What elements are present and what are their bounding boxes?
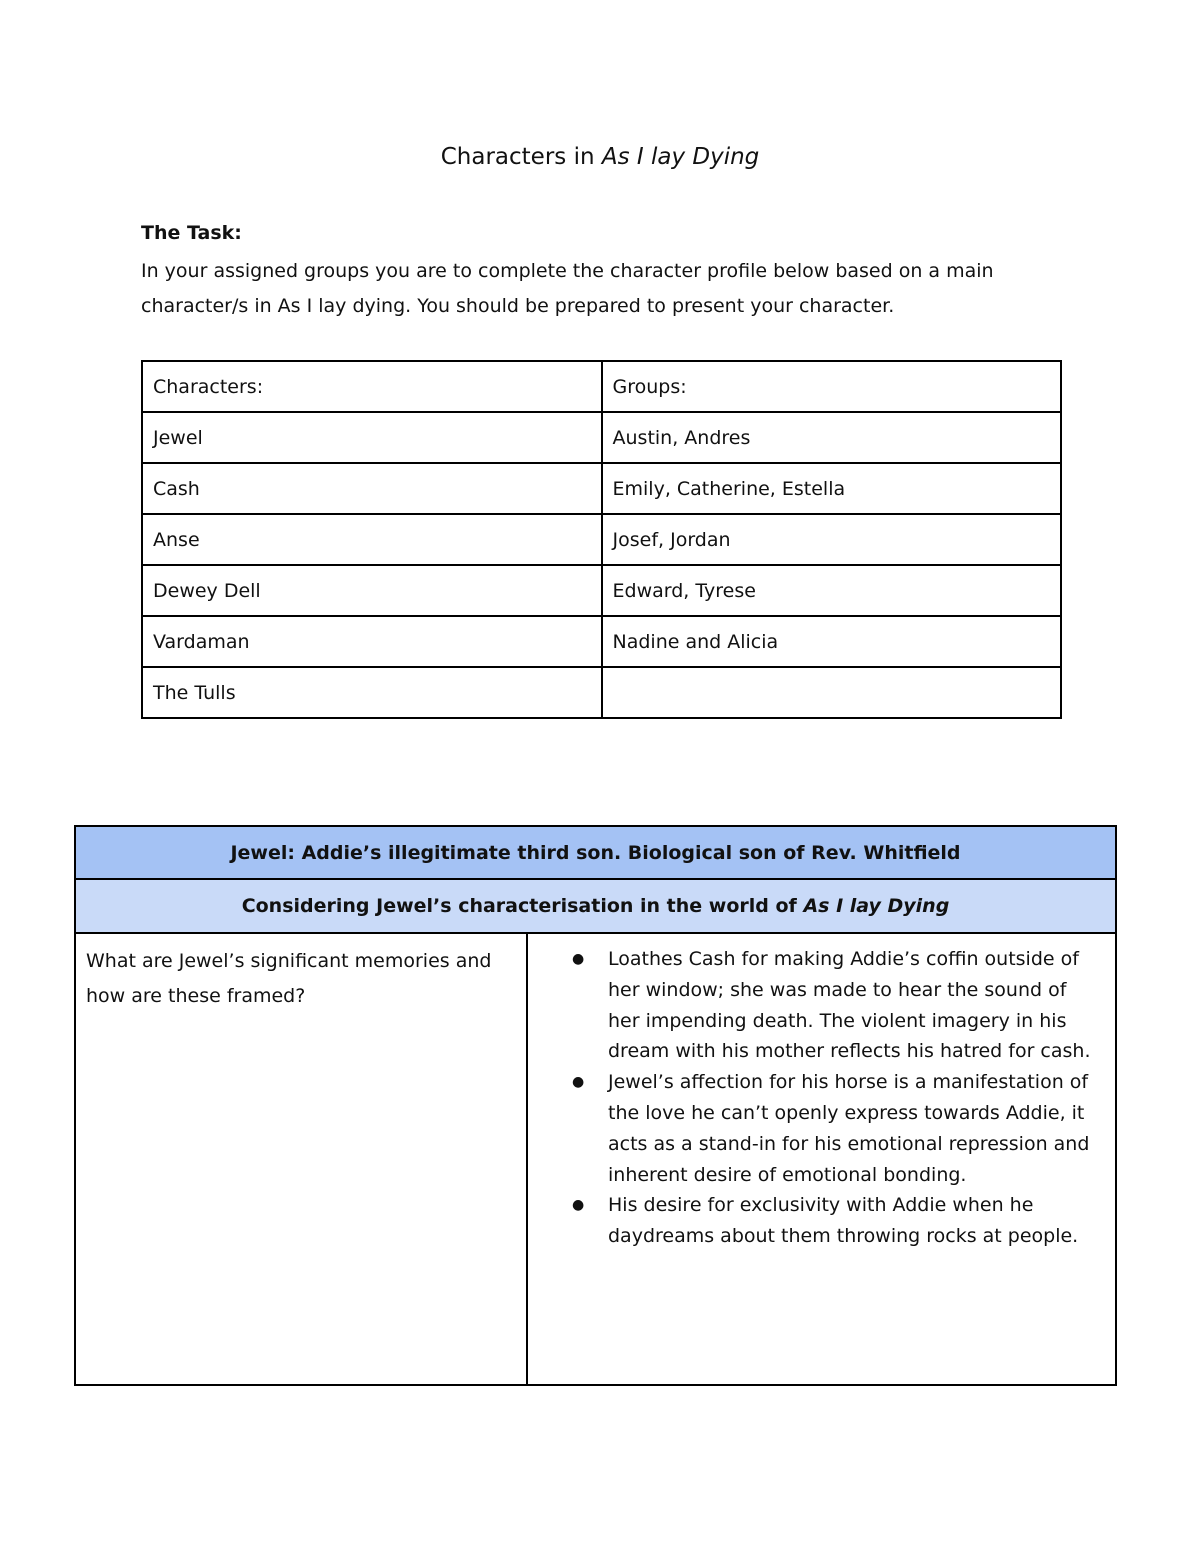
list-item bbox=[572, 944, 1101, 1067]
profile-answer-cell bbox=[527, 933, 1116, 1385]
character-cell: Dewey Dell bbox=[142, 565, 602, 616]
profile-question-cell: What are Jewel’s significant memories and how are these framed? bbox=[75, 933, 527, 1385]
answer-text: His desire for exclusivity with Addie when he daydreams about them throwing rocks at people. bbox=[608, 1194, 1079, 1248]
table-row bbox=[142, 667, 1061, 718]
character-cell: Anse bbox=[142, 514, 602, 565]
page-title-prefix: Characters in bbox=[440, 144, 602, 170]
page-title bbox=[0, 144, 1200, 170]
profile-subtitle-italic: As I lay Dying bbox=[803, 895, 950, 917]
group-cell: Nadine and Alicia bbox=[602, 616, 1062, 667]
list-item bbox=[572, 1067, 1101, 1190]
character-profile-table bbox=[74, 825, 1117, 1386]
character-cell: The Tulls bbox=[142, 667, 602, 718]
column-header-groups: Groups: bbox=[602, 361, 1062, 412]
group-cell: Josef, Jordan bbox=[602, 514, 1062, 565]
table-row bbox=[142, 565, 1061, 616]
table-row bbox=[142, 463, 1061, 514]
profile-subtitle-prefix: Considering Jewel’s characterisation in the world of bbox=[241, 895, 804, 917]
bullet-icon: ● bbox=[572, 1074, 585, 1091]
character-cell: Cash bbox=[142, 463, 602, 514]
column-header-characters: Characters: bbox=[142, 361, 602, 412]
bullet-icon: ● bbox=[572, 951, 585, 967]
task-description: In your assigned groups you are to complete the character profile below based on a main character/s in As I lay dying. You should be prepared to present your character. bbox=[141, 260, 994, 317]
group-cell: Emily, Catherine, Estella bbox=[602, 463, 1062, 514]
table-row bbox=[142, 412, 1061, 463]
profile-header-title: Jewel: Addie’s illegitimate third son. Biological son of Rev. Whitfield bbox=[75, 826, 1116, 879]
bullet-icon: ● bbox=[572, 1197, 585, 1214]
table-row bbox=[142, 616, 1061, 667]
group-cell: Austin, Andres bbox=[602, 412, 1062, 463]
character-cell: Vardaman bbox=[142, 616, 602, 667]
group-cell bbox=[602, 667, 1062, 718]
character-cell: Jewel bbox=[142, 412, 602, 463]
answer-text: Jewel’s affection for his horse is a manifestation of the love he can’t openly express towards Addie, it acts as a stand-in for his emotional repression and inherent desire of emotional bonding. bbox=[608, 1071, 1090, 1186]
groups-table-header-row bbox=[142, 361, 1061, 412]
answer-text: Loathes Cash for making Addie’s coffin outside of her window; she was made to hear the sound of her impending death. The violent imagery in his dream with his mother reflects his hatred for cash. bbox=[608, 948, 1091, 1063]
profile-header-subtitle bbox=[75, 879, 1116, 933]
list-item bbox=[572, 1190, 1101, 1252]
group-cell: Edward, Tyrese bbox=[602, 565, 1062, 616]
answer-bullet-list bbox=[538, 944, 1101, 1252]
table-row bbox=[142, 514, 1061, 565]
task-heading: The Task: bbox=[141, 222, 242, 244]
groups-table bbox=[141, 360, 1062, 719]
page-title-italic: As I lay Dying bbox=[601, 144, 760, 170]
